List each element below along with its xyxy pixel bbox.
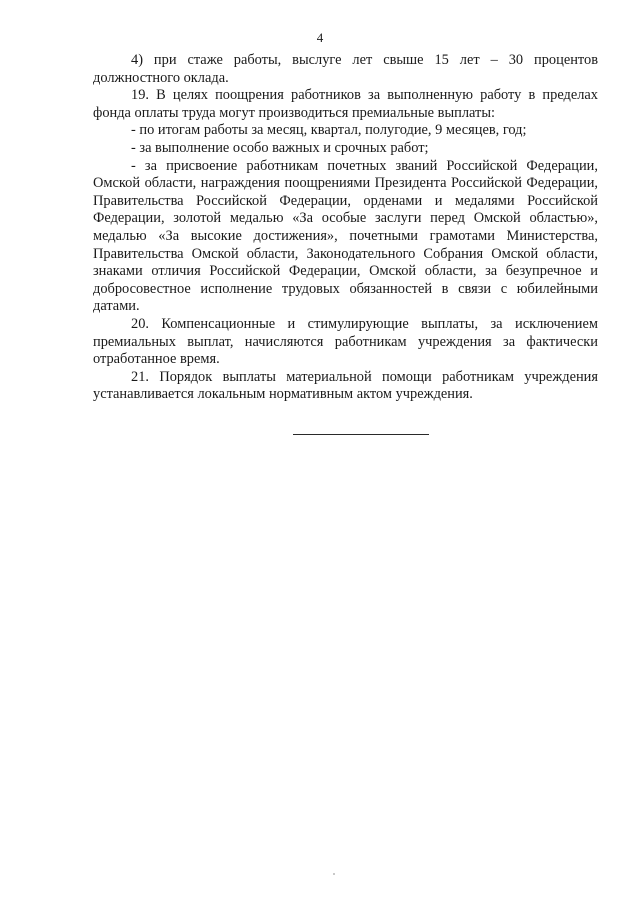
page-number: 4 xyxy=(316,30,324,45)
list-item-urgent-work: - за выполнение особо важных и срочных работ; xyxy=(131,139,429,156)
paragraph-20-compensation: 20. Компенсационные и стимулирующие выплаты, за исключением премиальных выплат, начисляются работникам учреждения за фактически отработанное время. xyxy=(93,315,598,368)
list-item-honorary-titles: - за присвоение работникам почетных званий Российской Федерации, Омской области, награждения поощрениями Президента Российской Федерации, Правительства Российской Федерации, орденами и медалями Российской Федерации, золотой медалью «За особые заслуги перед Омской областью», медалью «За высокие достижения», почетными грамотами Министерства, Правительства Омской области, Законодательного Собрания Омской области, знаками отличия Российской Федерации, Омской области, за безупречное и добросовестное исполнение трудовых обязанностей в связи с юбилейными датами. xyxy=(93,157,598,315)
paragraph-21-material-aid: 21. Порядок выплаты материальной помощи работникам учреждения устанавливается локальным нормативным актом учреждения. xyxy=(93,368,598,403)
paragraph-19-bonus-payments: 19. В целях поощрения работников за выполненную работу в пределах фонда оплаты труда могут производиться премиальные выплаты: xyxy=(93,87,598,121)
document-body xyxy=(93,52,598,404)
paragraph-seniority-item-4: 4) при стаже работы, выслуге лет свыше 15 лет – 30 процентов должностного оклада. xyxy=(93,52,598,86)
scan-speck xyxy=(333,873,335,875)
list-item-periodic-results: - по итогам работы за месяц, квартал, полугодие, 9 месяцев, год; xyxy=(131,122,527,139)
end-separator-line xyxy=(293,434,429,435)
